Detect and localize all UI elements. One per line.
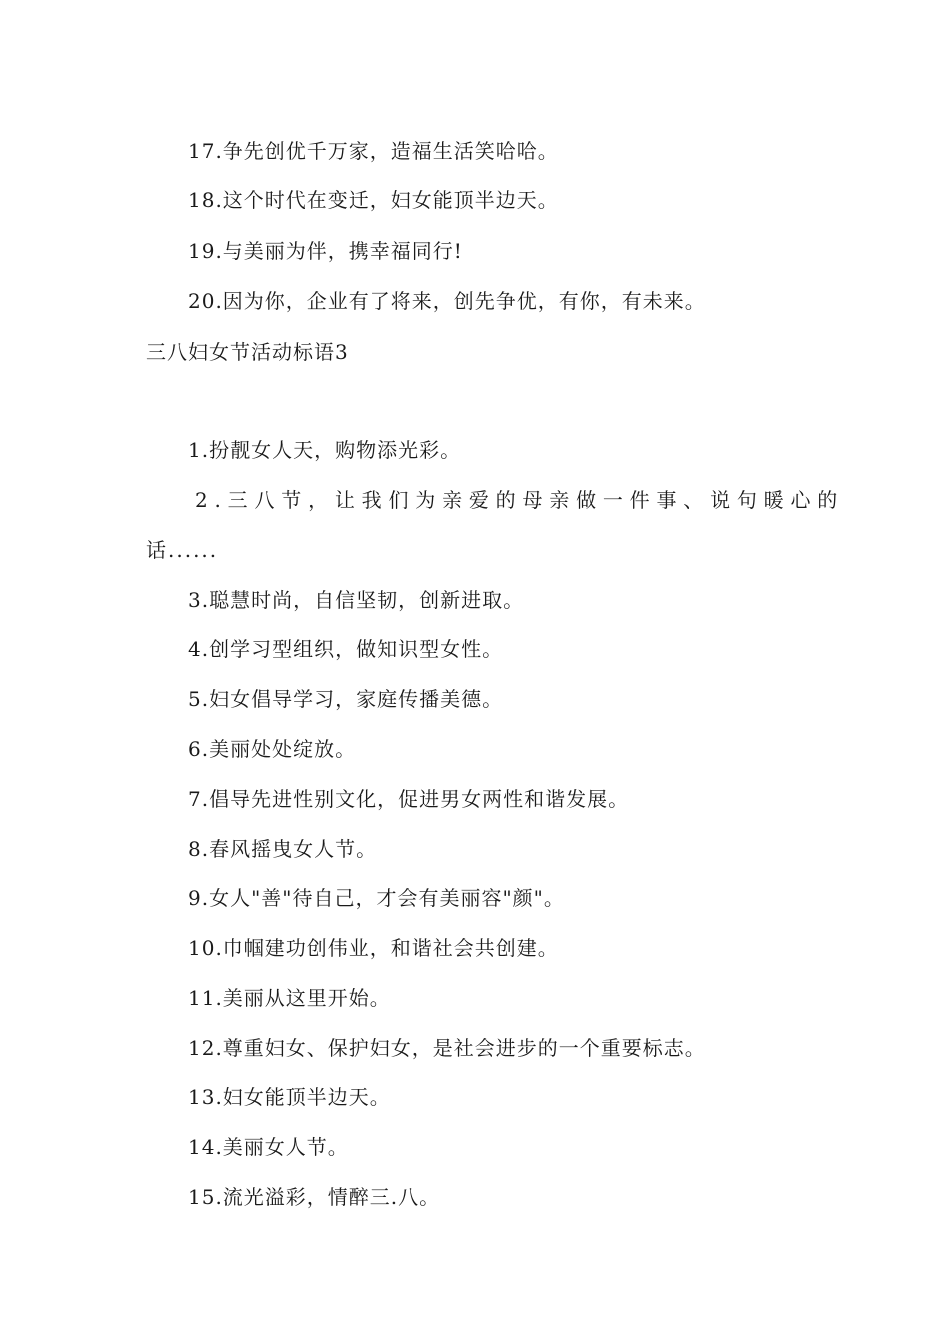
section-heading: 三八妇女节活动标语3 bbox=[146, 340, 349, 364]
list-item: 12.尊重妇女、保护妇女，是社会进步的一个重要标志。 bbox=[188, 1036, 706, 1060]
list-item: 20.因为你，企业有了将来，创先争优，有你，有未来。 bbox=[188, 289, 706, 313]
list-item: 11.美丽从这里开始。 bbox=[188, 986, 391, 1010]
list-item-continuation: 话...... bbox=[146, 538, 219, 562]
list-item: 9.女人"善"待自己，才会有美丽容"颜"。 bbox=[188, 886, 565, 910]
list-item: 13.妇女能顶半边天。 bbox=[188, 1085, 391, 1109]
list-item: 17.争先创优千万家，造福生活笑哈哈。 bbox=[188, 139, 559, 163]
list-item: 6.美丽处处绽放。 bbox=[188, 737, 357, 761]
list-item: 8.春风摇曳女人节。 bbox=[188, 837, 378, 861]
list-item: 2.三八节，让我们为亲爱的母亲做一件事、说句暖心的 bbox=[195, 488, 845, 512]
list-item: 15.流光溢彩，情醉三.八。 bbox=[188, 1185, 441, 1209]
list-item: 18.这个时代在变迁，妇女能顶半边天。 bbox=[188, 188, 559, 212]
list-item: 10.巾帼建功创伟业，和谐社会共创建。 bbox=[188, 936, 559, 960]
list-item: 1.扮靓女人天，购物添光彩。 bbox=[188, 438, 462, 462]
list-item: 4.创学习型组织，做知识型女性。 bbox=[188, 637, 504, 661]
list-item: 7.倡导先进性别文化，促进男女两性和谐发展。 bbox=[188, 787, 630, 811]
list-item: 14.美丽女人节。 bbox=[188, 1135, 349, 1159]
list-item: 19.与美丽为伴，携幸福同行! bbox=[188, 239, 463, 263]
list-item: 3.聪慧时尚，自信坚韧，创新进取。 bbox=[188, 588, 525, 612]
list-item: 5.妇女倡导学习，家庭传播美德。 bbox=[188, 687, 504, 711]
